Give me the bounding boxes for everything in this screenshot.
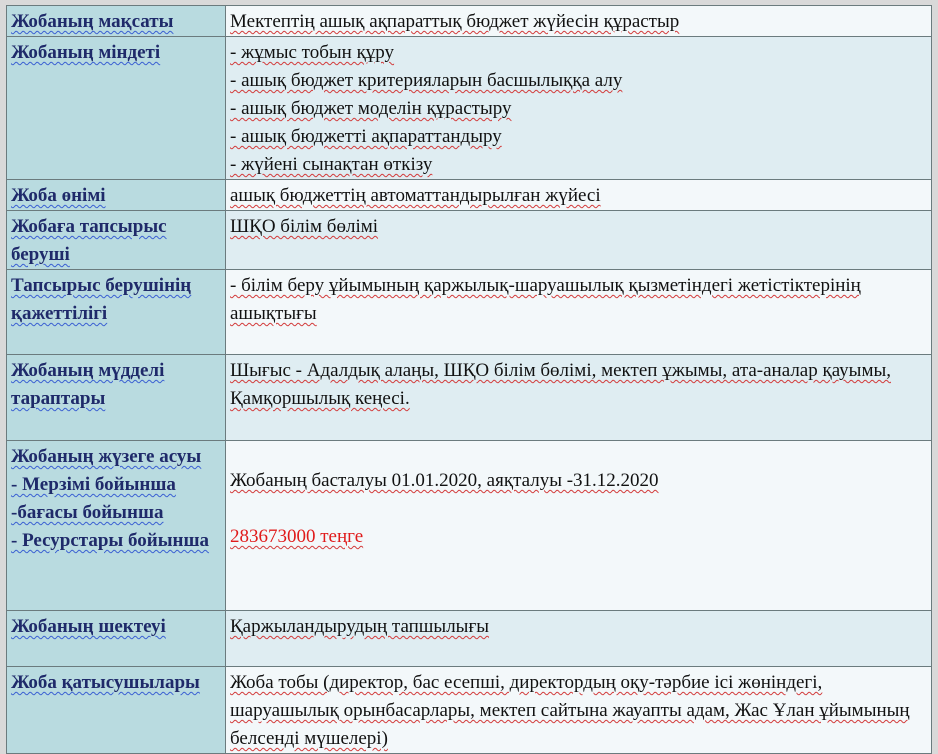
project-cost: 283673000 теңге — [230, 526, 364, 547]
table-row — [7, 180, 932, 211]
task-item: - ашық бюджет критерияларын басшылыққа алу — [230, 70, 623, 91]
table-row — [7, 441, 932, 611]
row-label-limitation: Жобаның шектеуі — [7, 611, 226, 667]
row-value-product: ашық бюджеттің автоматтандырылған жүйесі — [226, 180, 932, 211]
row-label-participants: Жоба қатысушылары — [7, 667, 226, 754]
table-row — [7, 6, 932, 37]
document-sheet — [6, 5, 932, 749]
row-value-stakeholders: Шығыс - Адалдық алаңы, ШҚО білім бөлімі, мектеп ұжымы, ата-аналар қауымы, Қамқоршылық кеңесі. — [226, 355, 932, 441]
row-label-goal: Жобаның мақсаты — [7, 6, 226, 37]
task-item: - жұмыс тобын құру — [230, 42, 395, 63]
row-value-limitation: Қаржыландырудың тапшылығы — [226, 611, 932, 667]
row-value-customer-need: - білім беру ұйымының қаржылық-шаруашылық қызметіндегі жетістіктерінің ашықтығы — [226, 270, 932, 355]
table-row — [7, 37, 932, 180]
row-label-customer-need: Тапсырыс берушінің қажеттілігі — [7, 270, 226, 355]
task-item: - ашық бюджет моделін құрастыру — [230, 98, 512, 119]
row-label-tasks: Жобаның міндеті — [7, 37, 226, 180]
row-value-implementation — [226, 441, 932, 611]
row-label-implementation: Жобаның жүзеге асуы - Мерзімі бойынша -бағасы бойынша - Ресурстары бойынша — [7, 441, 226, 611]
row-value-tasks — [226, 37, 932, 180]
row-value-participants: Жоба тобы (директор, бас есепші, директордың оқу-тәрбие ісі жөніндегі, шаруашылық орынбасарлары, мектеп сайтына жауапты адам, Жас Ұлан ұйымының белсенді мүшелері) — [226, 667, 932, 754]
task-item: - ашық бюджетті ақпараттандыру — [230, 126, 502, 147]
table-row — [7, 270, 932, 355]
row-label-stakeholders: Жобаның мүдделі тараптары — [7, 355, 226, 441]
row-value-customer: ШҚО білім бөлімі — [226, 211, 932, 270]
row-label-customer: Жобаға тапсырыс беруші — [7, 211, 226, 270]
table-row — [7, 667, 932, 754]
table-row — [7, 611, 932, 667]
task-item: - жүйені сынақтан өткізу — [230, 154, 433, 175]
project-dates: Жобаның басталуы 01.01.2020, аяқталуы -31.12.2020 — [230, 470, 659, 491]
table-row — [7, 211, 932, 270]
row-label-product: Жоба өнімі — [7, 180, 226, 211]
project-passport-table — [6, 5, 932, 754]
table-row — [7, 355, 932, 441]
row-value-goal: Мектептің ашық ақпараттық бюджет жүйесін құрастыр — [226, 6, 932, 37]
